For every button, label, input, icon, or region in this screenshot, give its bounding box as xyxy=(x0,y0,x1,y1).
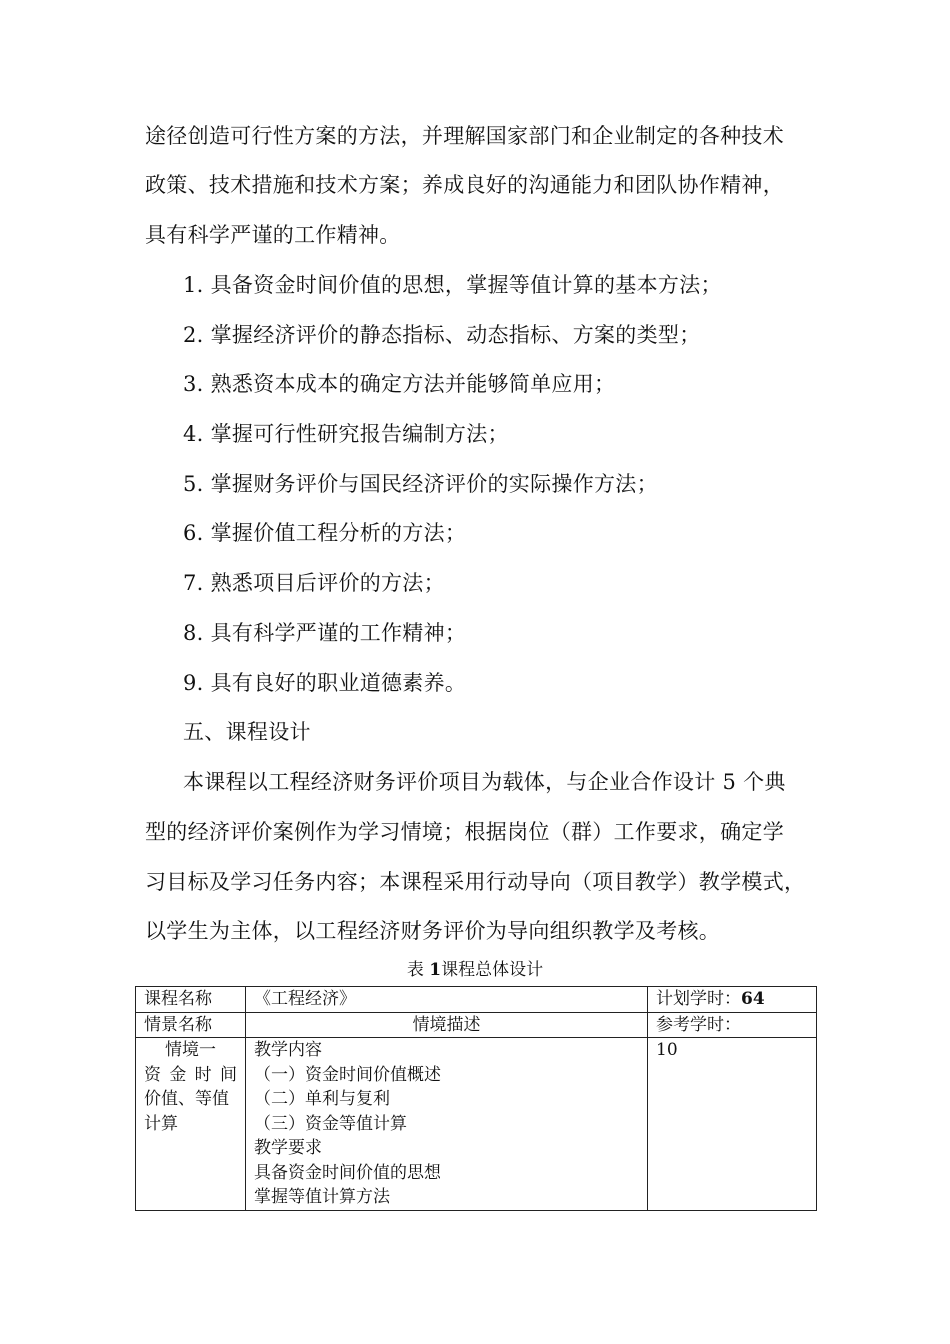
description-line: 掌握等值计算方法 xyxy=(254,1187,390,1207)
paragraph-line: 具有科学严谨的工作精神。 xyxy=(145,223,401,247)
paragraph-line: 途径创造可行性方案的方法，并理解国家部门和企业制定的各种技术 xyxy=(145,124,784,148)
objective-item: 1. 具备资金时间价值的思想，掌握等值计算的基本方法； xyxy=(183,273,722,297)
objective-item: 3. 熟悉资本成本的确定方法并能够简单应用； xyxy=(183,372,616,396)
course-name-label: 课程名称 xyxy=(136,987,246,1013)
description-line: （二）单利与复利 xyxy=(254,1089,390,1109)
caption-number: 1 xyxy=(429,960,442,980)
description-line: （三）资金等值计算 xyxy=(254,1113,407,1134)
description-line: （一）资金时间价值概述 xyxy=(254,1064,441,1085)
paragraph-line: 政策、技术措施和技术方案；养成良好的沟通能力和团队协作精神， xyxy=(145,173,784,197)
table-row xyxy=(136,1038,817,1211)
table-caption xyxy=(0,958,950,982)
objective-item: 8. 具有科学严谨的工作精神； xyxy=(183,621,467,645)
caption-text: 课程总体设计 xyxy=(441,960,544,980)
objective-item: 5. 掌握财务评价与国民经济评价的实际操作方法； xyxy=(183,472,658,496)
paragraph-line: 习目标及学习任务内容；本课程采用行动导向（项目教学）教学模式， xyxy=(145,870,806,894)
scenario-name-line: 资 金 时 间 xyxy=(144,1064,237,1085)
caption-prefix: 表 xyxy=(406,960,424,980)
description-line: 教学要求 xyxy=(254,1138,322,1158)
scenario-name-header: 情景名称 xyxy=(136,1012,246,1038)
objective-item: 2. 掌握经济评价的静态指标、动态指标、方案的类型； xyxy=(183,323,701,347)
scenario-name-line: 价值、等值 xyxy=(144,1089,229,1109)
description-line: 教学内容 xyxy=(254,1040,322,1060)
scenario-description-header: 情境描述 xyxy=(246,1012,648,1038)
planned-hours-cell xyxy=(648,987,817,1013)
scenario-name-line: 情境一 xyxy=(165,1040,216,1060)
table-row xyxy=(136,987,817,1013)
course-design-table xyxy=(135,986,817,1211)
scenario-description-cell xyxy=(246,1038,648,1211)
description-line: 具备资金时间价值的思想 xyxy=(254,1162,441,1183)
planned-hours-value: 64 xyxy=(741,989,765,1009)
paragraph-line: 本课程以工程经济财务评价项目为载体，与企业合作设计 5 个典 xyxy=(183,770,786,794)
objective-item: 4. 掌握可行性研究报告编制方法； xyxy=(183,422,509,446)
planned-hours-label: 计划学时： xyxy=(656,989,741,1009)
scenario-name-line: 计算 xyxy=(144,1113,178,1134)
objective-item: 9. 具有良好的职业道德素养。 xyxy=(183,671,467,695)
reference-hours-header: 参考学时： xyxy=(648,1012,817,1038)
reference-hours-value: 10 xyxy=(648,1038,817,1211)
paragraph-line: 以学生为主体，以工程经济财务评价为导向组织教学及考核。 xyxy=(145,919,721,943)
objective-item: 7. 熟悉项目后评价的方法； xyxy=(183,571,445,595)
course-name-value: 《工程经济》 xyxy=(246,987,648,1013)
paragraph-line: 型的经济评价案例作为学习情境；根据岗位（群）工作要求，确定学 xyxy=(145,820,784,844)
section-heading: 五、课程设计 xyxy=(183,720,311,744)
table-row xyxy=(136,1012,817,1038)
scenario-name-cell xyxy=(136,1038,246,1211)
objective-item: 6. 掌握价值工程分析的方法； xyxy=(183,521,467,545)
